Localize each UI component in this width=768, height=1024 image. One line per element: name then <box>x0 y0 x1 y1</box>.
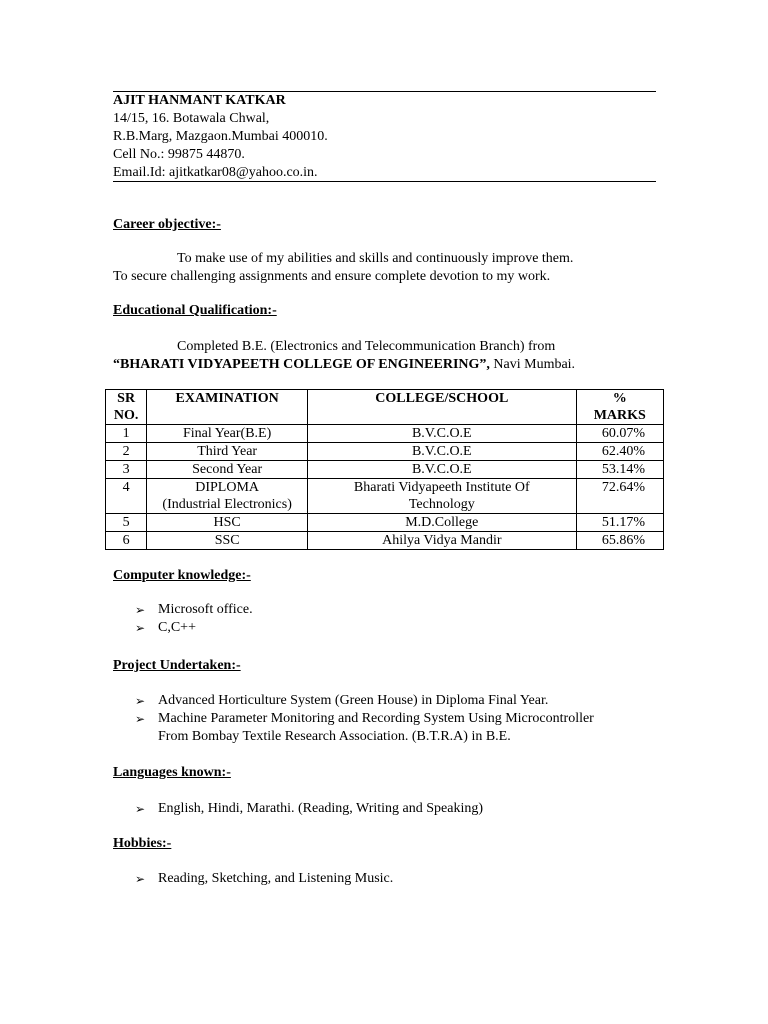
college-name: “BHARATI VIDYAPEETH COLLEGE OF ENGINEERING”, <box>113 357 490 372</box>
cell-examination: SSC <box>147 532 308 550</box>
career-objective-line-2: To secure challenging assignments and ensure complete devotion to my work. <box>113 269 551 284</box>
cell-marks: 65.86% <box>576 532 663 550</box>
computer-knowledge-section <box>113 567 656 637</box>
languages-heading: Languages known:- <box>113 765 231 780</box>
cell-marks: 53.14% <box>576 461 663 479</box>
cell-examination: DIPLOMA (Industrial Electronics) <box>147 479 308 514</box>
cell-sr-no: 5 <box>106 514 147 532</box>
hobbies-list <box>113 870 656 888</box>
career-objective-heading: Career objective:- <box>113 217 221 232</box>
contact-block <box>113 92 656 182</box>
cell-college-school: Bharati Vidyapeeth Institute Of Technology <box>308 479 576 514</box>
project-heading: Project Undertaken:- <box>113 658 241 673</box>
cell-college-school: B.V.C.O.E <box>308 461 576 479</box>
list-item: ➢ Machine Parameter Monitoring and Recording System Using Microcontroller From Bombay Textile Research Association. (B.T.R.A) in B.E. <box>135 711 594 744</box>
career-objective-section <box>113 216 656 286</box>
cell-marks: 60.07% <box>576 425 663 443</box>
cell-examination: Third Year <box>147 443 308 461</box>
arrowhead-bullet-icon: ➢ <box>135 802 146 816</box>
email-address: Email.Id: ajitkatkar08@yahoo.co.in. <box>113 165 318 180</box>
header-college-school: COLLEGE/SCHOOL <box>308 390 576 425</box>
education-summary-line: Completed B.E. (Electronics and Telecommunication Branch) from <box>177 339 556 354</box>
arrowhead-bullet-icon: ➢ <box>135 872 146 886</box>
cell-examination: Final Year(B.E) <box>147 425 308 443</box>
table-row <box>106 461 664 479</box>
header-examination: EXAMINATION <box>147 390 308 425</box>
languages-list <box>113 800 656 818</box>
candidate-name: AJIT HANMANT KATKAR <box>113 93 286 108</box>
education-table <box>105 389 664 550</box>
arrowhead-bullet-icon: ➢ <box>135 712 146 726</box>
cell-examination: HSC <box>147 514 308 532</box>
computer-knowledge-list <box>113 601 656 637</box>
arrowhead-bullet-icon: ➢ <box>135 603 146 617</box>
computer-knowledge-heading: Computer knowledge:- <box>113 568 251 583</box>
education-table-body <box>106 425 664 550</box>
cell-college-school: B.V.C.O.E <box>308 443 576 461</box>
cell-sr-no: 6 <box>106 532 147 550</box>
cell-sr-no: 2 <box>106 443 147 461</box>
project-list <box>113 692 656 746</box>
table-row <box>106 425 664 443</box>
hobbies-heading: Hobbies:- <box>113 836 172 851</box>
education-college-line <box>113 356 656 374</box>
cell-sr-no: 3 <box>106 461 147 479</box>
education-section <box>113 302 656 374</box>
project-section <box>113 657 656 746</box>
table-row <box>106 479 664 514</box>
cell-college-school: B.V.C.O.E <box>308 425 576 443</box>
education-heading: Educational Qualification:- <box>113 303 277 318</box>
list-item: ➢ English, Hindi, Marathi. (Reading, Writing and Speaking) <box>135 801 484 816</box>
list-item: ➢ Reading, Sketching, and Listening Music. <box>135 871 394 886</box>
cell-number: Cell No.: 99875 44870. <box>113 147 245 162</box>
table-row <box>106 532 664 550</box>
cell-marks: 51.17% <box>576 514 663 532</box>
college-location: Navi Mumbai. <box>489 357 576 372</box>
list-item: ➢ Microsoft office. <box>135 602 253 617</box>
table-row <box>106 514 664 532</box>
arrowhead-bullet-icon: ➢ <box>135 694 146 708</box>
cell-college-school: M.D.College <box>308 514 576 532</box>
arrowhead-bullet-icon: ➢ <box>135 621 146 635</box>
address-line-2: R.B.Marg, Mazgaon.Mumbai 400010. <box>113 129 328 144</box>
cell-sr-no: 4 <box>106 479 147 514</box>
cell-examination: Second Year <box>147 461 308 479</box>
header-bottom-rule <box>113 181 656 182</box>
cell-marks: 62.40% <box>576 443 663 461</box>
address-line-1: 14/15, 16. Botawala Chwal, <box>113 111 270 126</box>
list-item: ➢ C,C++ <box>135 620 196 635</box>
header-sr-no: SR NO. <box>106 390 147 425</box>
list-item: ➢ Advanced Horticulture System (Green House) in Diploma Final Year. <box>135 693 549 708</box>
table-header-row <box>106 390 664 425</box>
header-marks: % MARKS <box>576 390 663 425</box>
cell-marks: 72.64% <box>576 479 663 514</box>
languages-section <box>113 764 656 818</box>
hobbies-section <box>113 835 656 888</box>
table-row <box>106 443 664 461</box>
cell-sr-no: 1 <box>106 425 147 443</box>
career-objective-line-1: To make use of my abilities and skills and continuously improve them. <box>177 251 574 266</box>
cell-college-school: Ahilya Vidya Mandir <box>308 532 576 550</box>
